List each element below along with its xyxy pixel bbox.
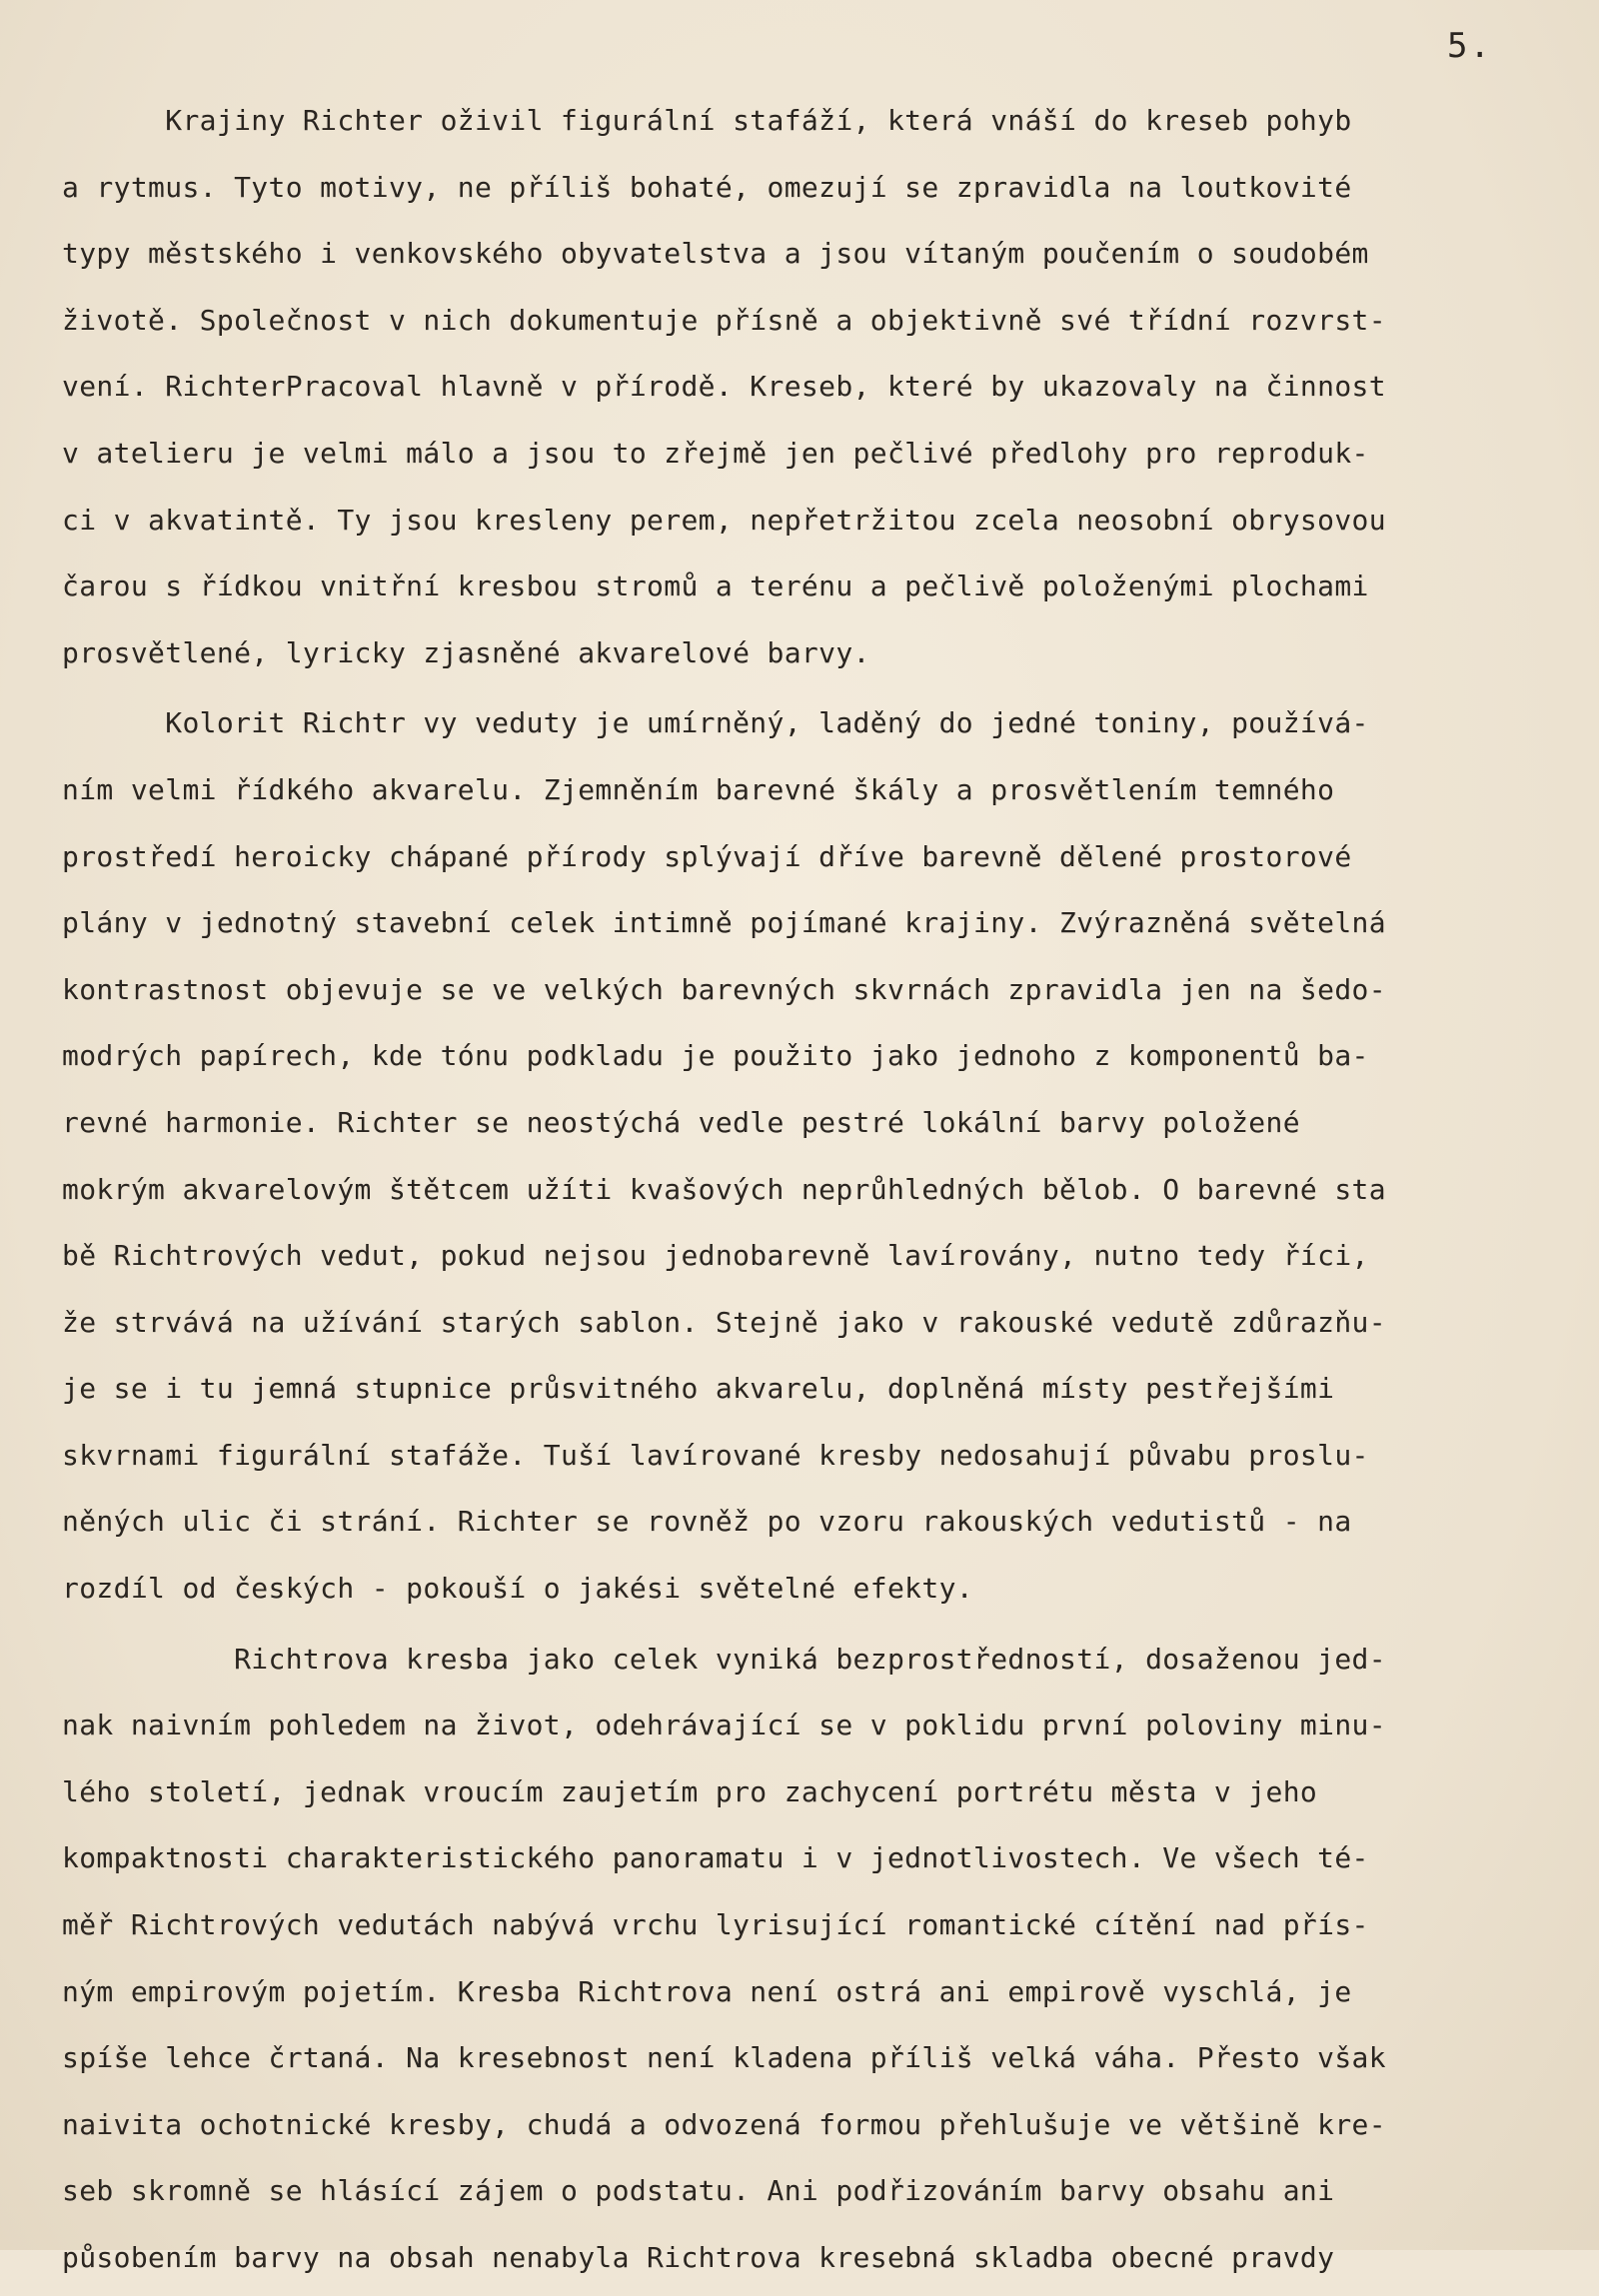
text-line: kompaktnosti charakteristického panoramatu i v jednotlivostech. Ve všech té- [62,1841,1369,1875]
text-line: revné harmonie. Richter se neostýchá vedle pestré lokální barvy položené [62,1105,1300,1139]
text-line: čarou s řídkou vnitřní kresbou stromů a terénu a pečlivě položenými plochami [62,570,1369,603]
text-line: v atelieru je velmi málo a jsou to zřejmě jen pečlivé předlohy pro reproduk- [62,436,1369,470]
text-line: něných ulic či strání. Richter se rovněž po vzoru rakouských vedutistů - na [62,1505,1352,1539]
text-line: lého století, jednak vroucím zaujetím pro zachycení portrétu města v jeho [62,1774,1318,1808]
text-line: Kolorit Richtr vy veduty je umírněný, laděný do jedné toniny, používá- [62,706,1369,740]
text-line: vení. RichterPracoval hlavně v přírodě. Kreseb, které by ukazovaly na činnost [62,370,1386,404]
text-line: seb skromně se hlásící zájem o podstatu. Ani podřizováním barvy obsahu ani [62,2174,1335,2208]
body-text [62,88,1591,2296]
text-line: rozdíl od českých - pokouší o jakési světelné efekty. [62,1572,973,1606]
text-line: životě. Společnost v nich dokumentuje přísně a objektivně své třídní rozvrst- [62,303,1386,337]
text-line: modrých papírech, kde tónu podkladu je použito jako jednoho z komponentů ba- [62,1039,1369,1073]
text-line: kontrastnost objevuje se ve velkých barevných skvrnách zpravidla jen na šedo- [62,972,1386,1006]
text-line: je se i tu jemná stupnice průsvitného akvarelu, doplněná místy pestřejšími [62,1372,1335,1406]
paragraph [62,88,1591,686]
text-line: typy městského i venkovského obyvatelstva a jsou vítaným poučením o soudobém [62,237,1369,271]
page-number: 5. [1447,26,1492,66]
text-line: nak naivním pohledem na život, odehrávající se v poklidu první poloviny minu- [62,1709,1386,1742]
text-line: prostředí heroicky chápané přírody splývají dříve barevně dělené prostorové [62,839,1352,873]
text-line: naivita ochotnické kresby, chudá a odvozená formou přehlušuje ve většině kre- [62,2107,1386,2141]
text-line: bě Richtrových vedut, pokud nejsou jednobarevně lavírovány, nutno tedy říci, [62,1239,1369,1273]
text-line: ním velmi řídkého akvarelu. Zjemněním barevné škály a prosvětlením temného [62,772,1335,806]
text-line: prosvětlené, lyricky zjasněné akvarelové barvy. [62,635,870,669]
text-line: měř Richtrových vedutách nabývá vrchu lyrisující romantické cítění nad přís- [62,1908,1369,1942]
paragraph [62,690,1591,1622]
text-line: a rytmus. Tyto motivy, ne příliš bohaté, omezují se zpravidla na loutkovité [62,170,1352,204]
text-line: působením barvy na obsah nenabyla Richtrova kresebná skladba obecné pravdy [62,2241,1335,2274]
text-line: spíše lehce črtaná. Na kresebnost není kladena příliš velká váha. Přesto však [62,2041,1386,2075]
text-line: Richtrova kresba jako celek vyniká bezprostředností, dosaženou jed- [62,1642,1386,1676]
text-line: že strvává na užívání starých sablon. Stejně jako v rakouské vedutě zdůrazňu- [62,1305,1386,1339]
paragraph [62,1627,1591,2292]
text-line: mokrým akvarelovým štětcem užíti kvašových neprůhledných bělob. O barevné sta [62,1172,1386,1206]
text-line: ci v akvatintě. Ty jsou kresleny perem, nepřetržitou zcela neosobní obrysovou [62,503,1386,537]
text-line: skvrnami figurální stafáže. Tuší lavírované kresby nedosahují půvabu proslu- [62,1438,1369,1472]
text-line: Krajiny Richter oživil figurální stafáží, která vnáší do kreseb pohyb [62,104,1352,137]
text-line: ným empirovým pojetím. Kresba Richtrova není ostrá ani empirově vyschlá, je [62,1974,1352,2008]
text-line: plány v jednotný stavební celek intimně pojímané krajiny. Zvýrazněná světelná [62,906,1386,940]
